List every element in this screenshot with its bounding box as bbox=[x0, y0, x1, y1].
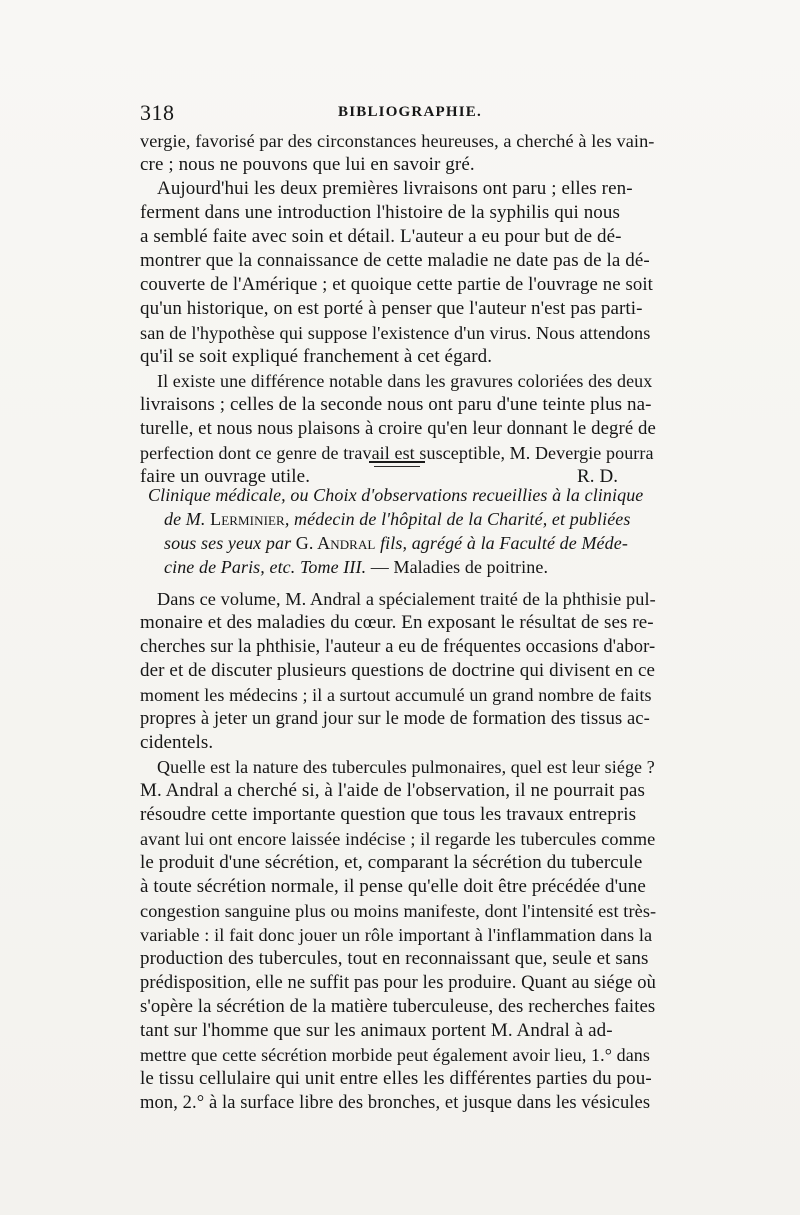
text-line: perfection dont ce genre de travail est susceptible, M. Devergie pourra bbox=[140, 443, 654, 463]
text-line: der et de discuter plusieurs questions de doctrine qui divisent en ce bbox=[140, 660, 656, 681]
text-line: production des tubercules, tout en reconnaissant que, seule et sans bbox=[140, 948, 649, 969]
text-line: monaire et des maladies du cœur. En exposant le résultat de ses re- bbox=[140, 612, 654, 633]
author-name: G. Andral bbox=[295, 533, 376, 553]
paragraph-start: Dans ce volume, M. Andral a spécialement traité de la phthisie pul- bbox=[157, 589, 656, 609]
text-line: mettre que cette sécrétion morbide peut également avoir lieu, 1.° dans bbox=[140, 1045, 651, 1065]
paragraph-start: Il existe une différence notable dans les gravures coloriées des deux bbox=[157, 371, 653, 391]
author-name: Lerminier bbox=[210, 509, 285, 529]
text-line: vergie, favorisé par des circonstances heureuses, a cherché à les vain- bbox=[140, 131, 655, 151]
paragraph-start: Quelle est la nature des tubercules pulmonaires, quel est leur siége ? bbox=[157, 757, 655, 777]
review-title-line: de M. Lerminier, médecin de l'hôpital de la Charité, et publiées bbox=[164, 509, 631, 529]
text-line: mon, 2.° à la surface libre des bronches, et jusque dans les vésicules bbox=[140, 1093, 651, 1113]
text-line: cre ; nous ne pouvons que lui en savoir gré. bbox=[140, 154, 475, 175]
text-line: montrer que la connaissance de cette maladie ne date pas de la dé- bbox=[140, 250, 650, 271]
text-line: faire un ouvrage utile. bbox=[140, 466, 311, 487]
review-title-line: cine de Paris, etc. Tome III. — Maladies de poitrine. bbox=[164, 557, 549, 577]
text-line: ferment dans une introduction l'histoire de la syphilis qui nous bbox=[140, 202, 620, 223]
review-title-line: sous ses yeux par G. Andral fils, agrégé à la Faculté de Méde- bbox=[164, 533, 628, 553]
page-header bbox=[140, 100, 660, 124]
text-line: a semblé faite avec soin et détail. L'auteur a eu pour but de dé- bbox=[140, 226, 622, 247]
text-line: san de l'hypothèse qui suppose l'existence d'un virus. Nous attendons bbox=[140, 323, 651, 343]
section-divider-thin bbox=[374, 466, 420, 467]
review-title-line: Clinique médicale, ou Choix d'observations recueillies à la clinique bbox=[148, 485, 644, 505]
text-line: couverte de l'Amérique ; et quoique cette partie de l'ouvrage ne soit bbox=[140, 274, 653, 295]
text-line: tant sur l'homme que sur les animaux portent M. Andral à ad- bbox=[140, 1020, 613, 1041]
text-line: s'opère la sécrétion de la matière tuberculeuse, des recherches faites bbox=[140, 996, 656, 1017]
text-line: à toute sécrétion normale, il pense qu'elle doit être précédée d'une bbox=[140, 876, 646, 897]
text-line: cidentels. bbox=[140, 732, 214, 753]
text-line: qu'un historique, on est porté à penser que l'auteur n'est pas parti- bbox=[140, 298, 643, 319]
text-line: variable : il fait donc jouer un rôle important à l'inflammation dans la bbox=[140, 925, 653, 945]
section-divider bbox=[369, 461, 425, 463]
text-line: moment les médecins ; il a surtout accumulé un grand nombre de faits bbox=[140, 685, 652, 705]
text-line: M. Andral a cherché si, à l'aide de l'observation, il ne pourrait pas bbox=[140, 780, 645, 801]
signature: R. D. bbox=[577, 466, 619, 487]
text-line: livraisons ; celles de la seconde nous ont paru d'une teinte plus na- bbox=[140, 394, 652, 415]
text-line: turelle, et nous nous plaisons à croire qu'en leur donnant le degré de bbox=[140, 418, 656, 439]
running-head: BIBLIOGRAPHIE. bbox=[338, 104, 482, 120]
text-line: résoudre cette importante question que tous les travaux entrepris bbox=[140, 804, 637, 825]
text-line: avant lui ont encore laissée indécise ; il regarde les tubercules comme bbox=[140, 829, 656, 849]
page-number: 318 bbox=[140, 100, 175, 125]
text-line: qu'il se soit expliqué franchement à cet égard. bbox=[140, 346, 493, 367]
text-line: le produit d'une sécrétion, et, comparant la sécrétion du tubercule bbox=[140, 852, 643, 873]
paragraph-start: Aujourd'hui les deux premières livraisons ont paru ; elles ren- bbox=[157, 178, 633, 199]
text-line: cherches sur la phthisie, l'auteur a eu de fréquentes occasions d'abor- bbox=[140, 637, 656, 657]
text-line: propres à jeter un grand jour sur le mode de formation des tissus ac- bbox=[140, 709, 650, 729]
text-line: congestion sanguine plus ou moins manifeste, dont l'intensité est très- bbox=[140, 901, 657, 921]
text-line: le tissu cellulaire qui unit entre elles les différentes parties du pou- bbox=[140, 1068, 652, 1089]
text-line: prédisposition, elle ne suffit pas pour les produire. Quant au siége où bbox=[140, 973, 656, 993]
